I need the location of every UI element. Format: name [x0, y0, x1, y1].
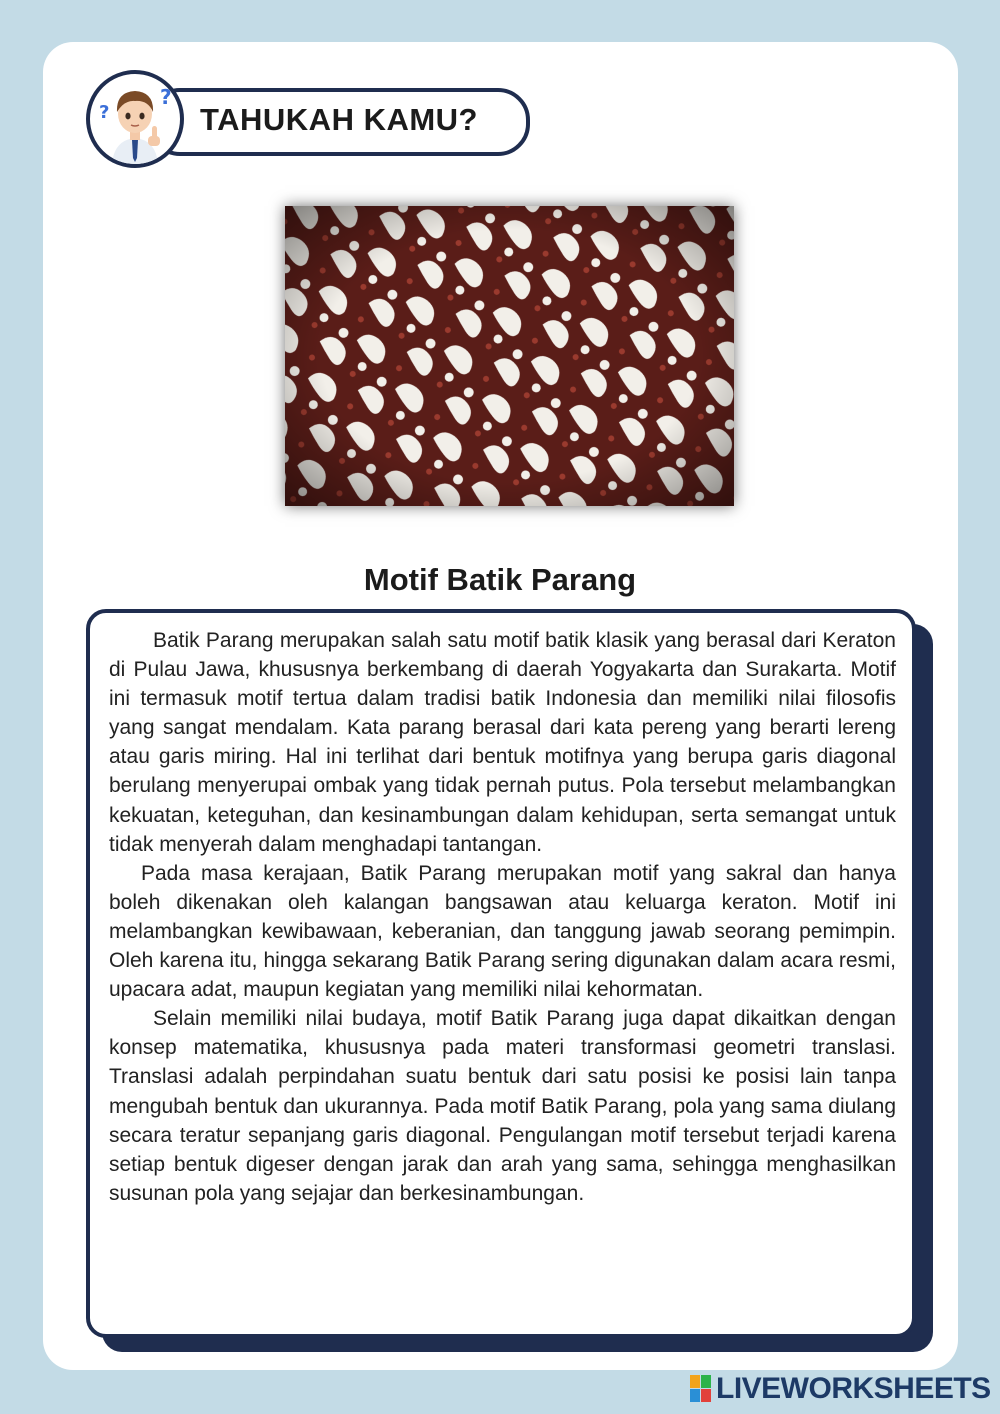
article-title: Motif Batik Parang	[363, 562, 637, 597]
paragraph-3: Selain memiliki nilai budaya, motif Batik Parang juga dapat dikaitkan dengan konsep matematika, khususnya pada materi transformasi geometri translasi. Translasi adalah perpindahan suatu bentuk dari satu posisi ke posisi lain tanpa mengubah bentuk dan ukurannya. Pada motif Batik Parang, pola yang sama diulang secara teratur sepanjang garis diagonal. Pengulangan motif tersebut terjadi karena setiap bentuk digeser dengan jarak dan arah yang sama, sehingga menghasilkan susunan pola yang sejajar dan berkesinambungan.	[109, 1007, 896, 1205]
svg-text:?: ?	[160, 85, 172, 109]
svg-text:?: ?	[99, 102, 110, 123]
liveworksheets-logo[interactable]	[690, 1372, 991, 1406]
paragraph-1: Batik Parang merupakan salah satu motif batik klasik yang berasal dari Keraton di Pulau Jawa, khususnya berkembang di daerah Yogyakarta dan Surakarta. Motif ini termasuk motif tertua dalam tradisi batik Indonesia dan memiliki nilai filosofis yang sangat mendalam. Kata parang berasal dari kata pereng yang berarti lereng atau garis miring. Hal ini terlihat dari bentuk motifnya yang berupa garis diagonal berulang menyerupai ombak yang tidak pernah putus. Pola tersebut melambangkan kekuatan, keteguhan, dan kesinambungan dalam kehidupan, serta semangat untuk tidak menyerah dalam menghadapi tantangan.	[109, 629, 896, 856]
brand-name: LIVEWORKSHEETS	[716, 1372, 991, 1405]
header-title: TAHUKAH KAMU?	[200, 102, 478, 137]
liveworksheets-logo-icon	[690, 1375, 712, 1403]
article-body	[109, 626, 896, 1208]
thinking-boy-icon	[86, 70, 184, 168]
batik-parang-photo	[285, 206, 734, 506]
paragraph-2: Pada masa kerajaan, Batik Parang merupakan motif yang sakral dan hanya boleh dikenakan oleh kalangan bangsawan atau keluarga keraton. Motif ini melambangkan kewibawaan, keberanian, dan tanggung jawab seorang pemimpin. Oleh karena itu, hingga sekarang Batik Parang sering digunakan dalam acara resmi, upacara adat, maupun kegiatan yang memiliki nilai kehormatan.	[109, 861, 896, 1002]
